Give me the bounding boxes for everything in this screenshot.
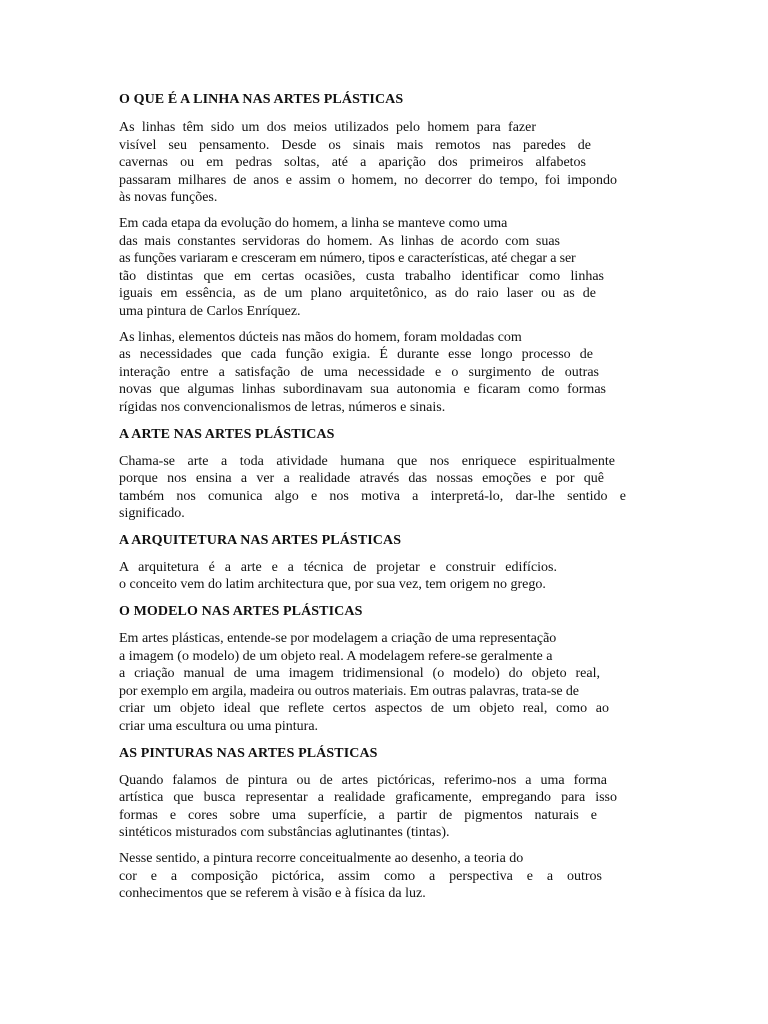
- document-page: [119, 91, 627, 903]
- section-heading: AS PINTURAS NAS ARTES PLÁSTICAS: [119, 745, 378, 761]
- section-heading: O QUE É A LINHA NAS ARTES PLÁSTICAS: [119, 92, 404, 107]
- text-line: Em cada etapa da evolução do homem, a linha se manteve como uma: [119, 215, 508, 231]
- text-line: às novas funções.: [119, 190, 218, 206]
- text-line: Em artes plásticas, entende-se por modelagem a criação de uma representação: [119, 631, 557, 647]
- text-line: por exemplo em argila, madeira ou outros materiais. Em outras palavras, trata-se de: [119, 683, 579, 699]
- text-line: rígidas nos convencionalismos de letras, números e sinais.: [119, 399, 446, 415]
- text-line: as necessidades que cada função exigia. É durante esse longo processo de: [119, 347, 593, 363]
- text-line: uma pintura de Carlos Enríquez.: [119, 303, 301, 319]
- paragraph: [119, 215, 627, 321]
- text-line: Quando falamos de pintura ou de artes pictóricas, referimo-nos a uma forma: [119, 772, 607, 788]
- paragraph: [119, 772, 627, 842]
- text-line: o conceito vem do latim architectura que, por sua vez, tem origem no grego.: [119, 577, 546, 593]
- text-line: as funções variaram e cresceram em número, tipos e características, até chegar a ser: [119, 251, 576, 267]
- text-line: formas e cores sobre uma superfície, a partir de pigmentos naturais e: [119, 807, 597, 823]
- text-line: significado.: [119, 506, 185, 522]
- text-line: cavernas ou em pedras soltas, até a aparição dos primeiros alfabetos: [119, 155, 586, 171]
- text-line: a criação manual de uma imagem tridimensional (o modelo) do objeto real,: [119, 666, 600, 682]
- section-heading: A ARQUITETURA NAS ARTES PLÁSTICAS: [119, 532, 402, 548]
- text-line: porque nos ensina a ver a realidade através das nossas emoções e por quê: [119, 471, 604, 487]
- text-line: a imagem (o modelo) de um objeto real. A modelagem refere-se geralmente a: [119, 648, 553, 664]
- text-line: cor e a composição pictórica, assim como a perspectiva e a outros: [119, 868, 602, 884]
- text-line: Chama-se arte a toda atividade humana que nos enriquece espiritualmente: [119, 453, 615, 469]
- text-line: criar um objeto ideal que reflete certos aspectos de um objeto real, como ao: [119, 701, 609, 717]
- text-line: As linhas têm sido um dos meios utilizados pelo homem para fazer: [119, 120, 536, 135]
- paragraph: [119, 630, 627, 736]
- text-line: das mais constantes servidoras do homem. As linhas de acordo com suas: [119, 233, 560, 249]
- text-line: interação entre a satisfação de uma necessidade e o surgimento de outras: [119, 364, 599, 380]
- text-line: novas que algumas linhas subordinavam sua autonomia e ficaram como formas: [119, 382, 606, 398]
- text-line: também nos comunica algo e nos motiva a interpretá-lo, dar-lhe sentido e: [119, 488, 626, 504]
- text-line: A arquitetura é a arte e a técnica de projetar e construir edifícios.: [119, 559, 557, 575]
- text-line: iguais em essência, as de um plano arquitetônico, as do raio laser ou as de: [119, 286, 596, 302]
- paragraph: [119, 453, 627, 523]
- text-line: passaram milhares de anos e assim o homem, no decorrer do tempo, foi impondo: [119, 172, 617, 188]
- paragraph: [119, 559, 627, 594]
- text-line: conhecimentos que se referem à visão e à física da luz.: [119, 886, 426, 902]
- paragraph: [119, 119, 627, 207]
- text-line: As linhas, elementos dúcteis nas mãos do homem, foram moldadas com: [119, 329, 522, 345]
- text-line: artística que busca representar a realidade graficamente, empregando para isso: [119, 790, 617, 806]
- text-line: visível seu pensamento. Desde os sinais mais remotos nas paredes de: [119, 137, 591, 153]
- section-heading: O MODELO NAS ARTES PLÁSTICAS: [119, 604, 363, 620]
- paragraph: [119, 850, 627, 903]
- text-line: tão distintas que em certas ocasiões, custa trabalho identificar como linhas: [119, 268, 604, 284]
- text-line: sintéticos misturados com substâncias aglutinantes (tintas).: [119, 825, 450, 841]
- text-line: criar uma escultura ou uma pintura.: [119, 719, 319, 735]
- text-line: Nesse sentido, a pintura recorre conceitualmente ao desenho, a teoria do: [119, 851, 524, 866]
- section-heading: A ARTE NAS ARTES PLÁSTICAS: [119, 426, 335, 442]
- paragraph: [119, 329, 627, 417]
